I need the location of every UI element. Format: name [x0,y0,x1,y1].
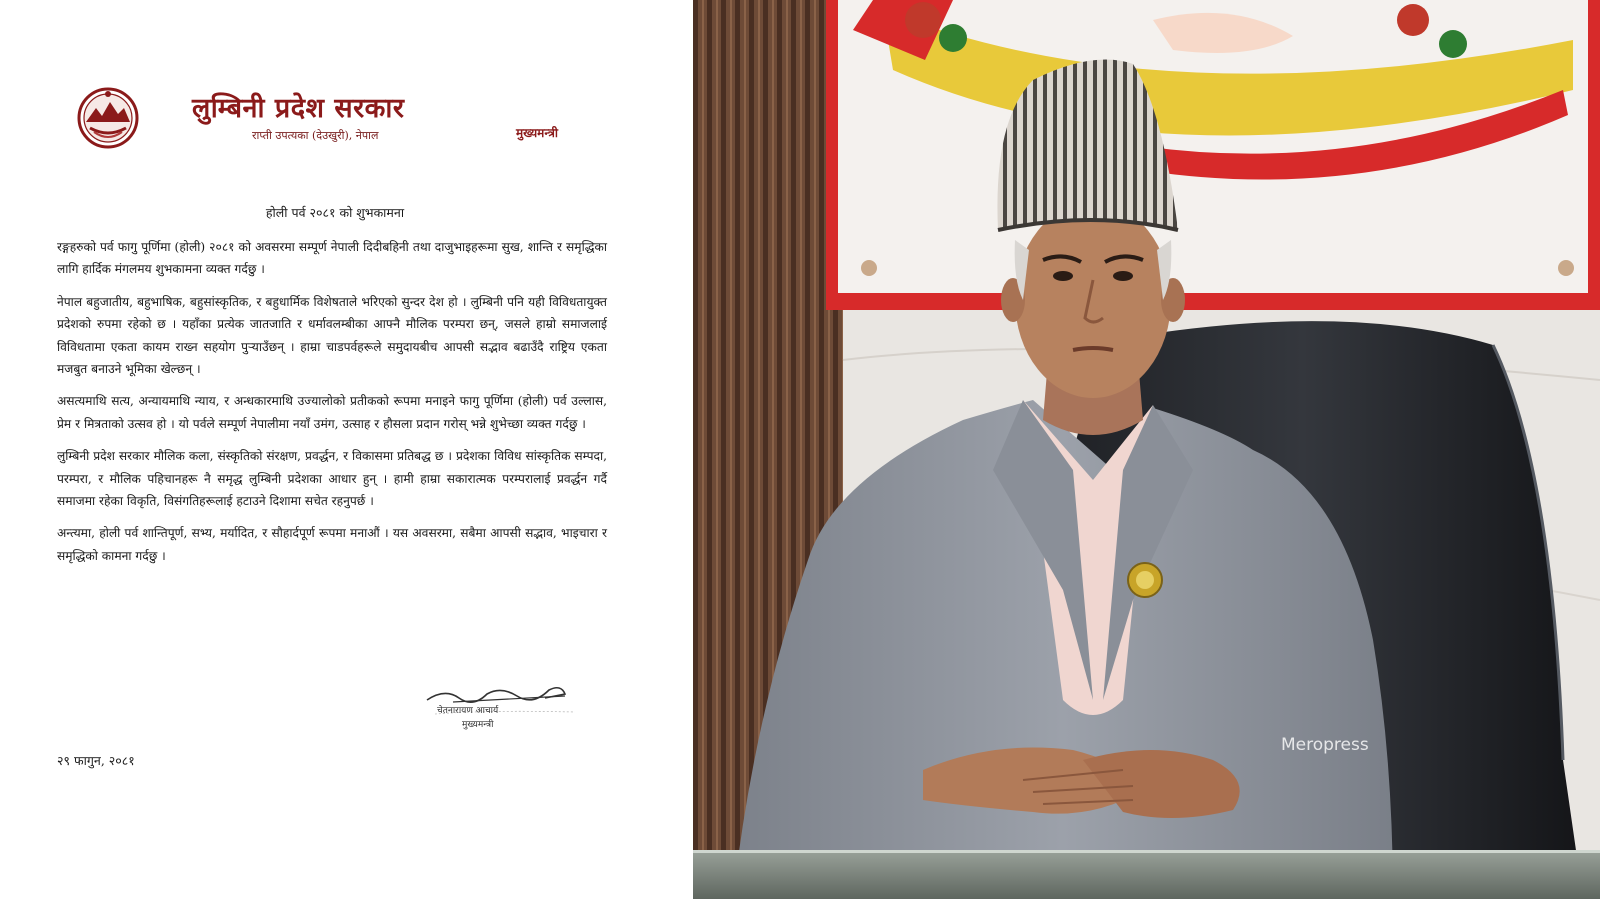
letter-paragraph: अन्त्यमा, होली पर्व शान्तिपूर्ण, सभ्य, मर्यादित, र सौहार्दपूर्ण रूपमा मनाऔं । यस अवसरमा, सबैमा आपसी सद्भाव, भाइचारा र समृद्धिको कामना गर्दछु । [57,526,607,563]
letter-paragraph: लुम्बिनी प्रदेश सरकार मौलिक कला, संस्कृतिको संरक्षण, प्रवर्द्धन, र विकासमा प्रतिबद्ध छ । प्रदेशका विविध सांस्कृतिक सम्पदा, परम्परा, र मौलिक पहिचानहरू नै समृद्ध लुम्बिनी प्रदेशका आधार हुन् । हामी हाम्रा सकारात्मक परम्परालाई प्रवर्द्धन गर्दै समाजमा रहेका विकृति, विसंगतिहरूलाई हटाउने दिशामा सचेत रहनुपर्छ । [57,449,607,509]
chief-minister-photo [693,0,1600,899]
letter-date: २९ फागुन, २०८१ [57,753,135,768]
letter-paragraph: रङ्गहरुको पर्व फागु पूर्णिमा (होली) २०८१ को अवसरमा सम्पूर्ण नेपाली दिदीबहिनी तथा दाजुभाइहरूमा सुख, शान्ति र समृद्धिका लागि हार्दिक मंगलमय शुभकामना व्यक्त गर्दछु । [57,240,607,277]
letter-paragraph: असत्यमाथि सत्य, अन्यायमाथि न्याय, र अन्धकारमाथि उज्यालोको प्रतीकको रूपमा मनाइने फागु पूर्णिमा (होली) पर्व उल्लास, प्रेम र मित्रताको उत्सव हो । यो पर्वले सम्पूर्ण नेपालीमा नयाँ उमंग, उत्साह र हौसला प्रदान गरोस् भन्ने शुभेच्छा व्यक्त गर्दछु । [57,394,607,431]
letter-subject: होली पर्व २०८१ को शुभकामना [265,205,405,220]
signatory-title: मुख्यमन्त्री [462,720,494,730]
letter-paragraph: नेपाल बहुजातीय, बहुभाषिक, बहुसांस्कृतिक, र बहुधार्मिक विशेषताले भरिएको सुन्दर देश हो । लुम्बिनी पनि यही विविधतायुक्त प्रदेशको रुपमा रहेको छ । यहाँका प्रत्येक जातजाति र धर्मावलम्बीका आफ्नै मौलिक परम्परा छन्, जसले हाम्रो समाजलाई विविधतामा एकता कायम राख्न सहयोग पुर्‍याउँछन् । हाम्रा चाडपर्वहरूले समुदायबीच आपसी सद्भाव बढाउँदै राष्ट्रिय एकता मजबुत बनाउने भूमिका खेल्छन् । [57,294,607,377]
letterhead-address: राप्ती उपत्यका (देउखुरी), नेपाल [252,129,379,142]
signatory-name: चेतनारायण आचार्य [437,706,499,716]
handwritten-signature [425,670,585,730]
letter-body [57,236,607,577]
letterhead-government-name: लुम्बिनी प्रदेश सरकार [192,93,405,124]
press-letter [0,0,693,899]
lumbini-emblem-icon [74,86,142,150]
portrait-illustration [693,0,1600,899]
letterhead-office: मुख्यमन्त्री [516,126,558,140]
photo-watermark: Meropress [1281,735,1369,755]
